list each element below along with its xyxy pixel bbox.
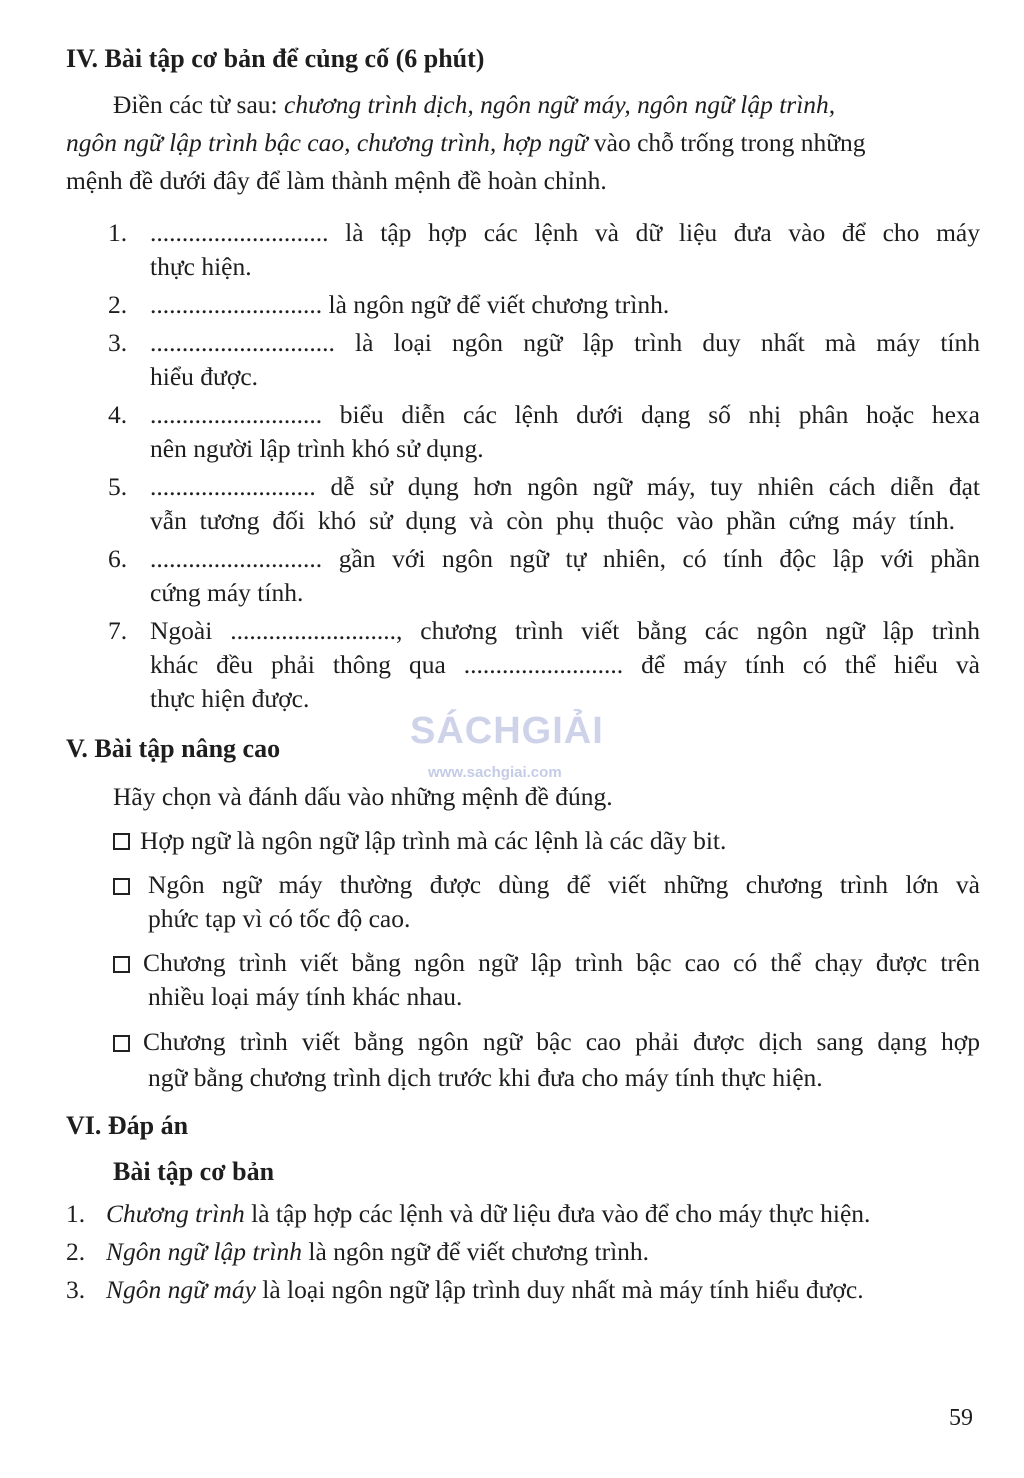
answer-line: Ngôn ngữ máy là loại ngôn ngữ lập trình duy nhất mà máy tính hiểu được. [106,1275,864,1304]
intro-word-list: chương trình dịch, ngôn ngữ máy, ngôn ngữ lập trình, [284,90,836,119]
section-iv-intro-line-1: Điền các từ sau: chương trình dịch, ngôn ngữ máy, ngôn ngữ lập trình, [113,90,836,119]
section-vi-heading: VI. Đáp án [66,1111,189,1140]
item-line: ........................... biểu diễn các lệnh dưới dạng số nhị phân hoặc hexa [150,400,980,429]
option-text: ngữ bằng chương trình dịch trước khi đưa cho máy tính thực hiện. [148,1063,823,1092]
checkbox-icon[interactable] [113,956,130,973]
watermark-logo: SÁCHGIẢI [410,710,604,752]
answer-line: Ngôn ngữ lập trình là ngôn ngữ để viết chương trình. [106,1237,650,1266]
answer-term: Chương trình [106,1199,245,1228]
item-line: thực hiện được. [150,684,310,713]
checkbox-icon[interactable] [113,833,130,850]
item-line: ........................... là ngôn ngữ để viết chương trình. [150,290,670,319]
option-row [113,826,726,856]
item-line: Ngoài .........................., chương trình viết bằng các ngôn ngữ lập trình [150,616,980,645]
item-line: hiểu được. [150,362,259,391]
option-text: Chương trình viết bằng ngôn ngữ bậc cao phải được dịch sang dạng hợp [143,1027,980,1056]
item-number: 2. [108,290,128,319]
answer-number: 1. [66,1199,86,1228]
item-line: khác đều phải thông qua ......................... để máy tính có thể hiểu và [150,650,980,679]
page-number: 59 [949,1405,973,1431]
section-iv-intro-line-2: ngôn ngữ lập trình bậc cao, chương trình, hợp ngữ vào chỗ trống trong những [66,128,866,157]
item-number: 5. [108,472,128,501]
option-text: Ngôn ngữ máy thường được dùng để viết những chương trình lớn và [148,870,980,899]
checkbox-icon[interactable] [113,1035,130,1052]
answer-term: Ngôn ngữ máy [106,1275,256,1304]
answer-term: Ngôn ngữ lập trình [106,1237,302,1266]
section-iv-intro-line-3: mệnh đề dưới đây để làm thành mệnh đề hoàn chỉnh. [66,166,607,195]
option-text: phức tạp vì có tốc độ cao. [148,904,411,933]
watermark-url: www.sachgiai.com [428,764,562,781]
checkbox-icon[interactable] [113,878,130,895]
item-number: 4. [108,400,128,429]
section-vi-subheading: Bài tập cơ bản [113,1157,275,1186]
item-line: ............................ là tập hợp các lệnh và dữ liệu đưa vào để cho máy [150,218,980,247]
item-number: 1. [108,218,128,247]
item-line: vẫn tương đối khó sử dụng và còn phụ thuộc vào phần cứng máy tính. [150,506,955,535]
option-text: Hợp ngữ là ngôn ngữ lập trình mà các lệnh là các dãy bit. [140,826,727,855]
section-v-heading: V. Bài tập nâng cao [66,734,281,763]
item-number: 3. [108,328,128,357]
answer-number: 2. [66,1237,86,1266]
item-line: thực hiện. [150,252,252,281]
section-iv-heading: IV. Bài tập cơ bản để củng cố (6 phút) [66,44,485,73]
intro-word-list: ngôn ngữ lập trình bậc cao, chương trình, hợp ngữ [66,128,588,157]
item-line: ............................. là loại ngôn ngữ lập trình duy nhất mà máy tính [150,328,980,357]
section-v-intro: Hãy chọn và đánh dấu vào những mệnh đề đúng. [113,782,613,811]
item-line: .......................... dễ sử dụng hơn ngôn ngữ máy, tuy nhiên cách diễn đạt [150,472,980,501]
answer-number: 3. [66,1275,86,1304]
watermark [410,700,615,790]
item-line: cứng máy tính. [150,578,304,607]
item-line: ........................... gần với ngôn ngữ tự nhiên, có tính độc lập với phần [150,544,980,573]
item-line: nên người lập trình khó sử dụng. [150,434,484,463]
option-text: nhiều loại máy tính khác nhau. [148,982,463,1011]
option-text: Chương trình viết bằng ngôn ngữ lập trình bậc cao có thể chạy được trên [143,948,980,977]
answer-line: Chương trình là tập hợp các lệnh và dữ liệu đưa vào để cho máy thực hiện. [106,1199,871,1228]
item-number: 7. [108,616,128,645]
item-number: 6. [108,544,128,573]
